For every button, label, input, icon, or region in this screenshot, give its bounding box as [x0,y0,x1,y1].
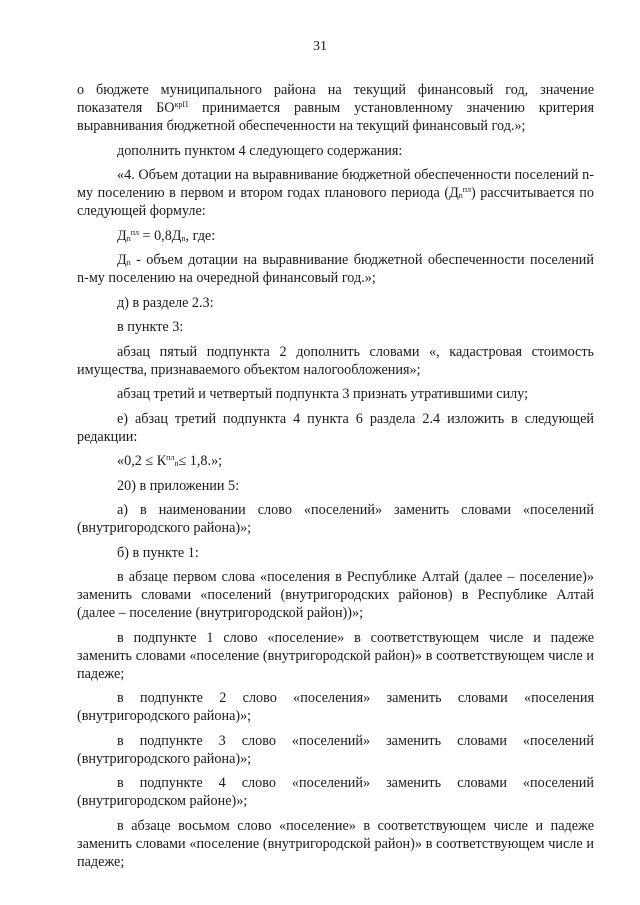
inequality-line: «$0,2 \le К^{пл}_n\le 1,8$.»; [117,453,223,469]
paragraph-subpoint-2: абзац пятый подпункта 2 дополнить словами «, кадастровая стоимость имущества, признаваемого объектом налогообложения»; [77,343,594,378]
paragraph-add-point-4: дополнить пунктом 4 следующего содержания: [117,142,403,159]
paragraph-subpoint-3: абзац третий и четвертый подпункта 3 признать утратившими силу; [117,386,529,402]
paragraph-item-a: а) в наименовании слово «поселений» заменить словами «поселений (внутригородского района)»; [77,502,594,536]
formula-line: $Д_n^{пл} = 0,8Д_n$, где: [117,227,216,244]
paragraph-section-2-4: е) абзац третий подпункта 4 пункта 6 раздела 2.4 изложить в следующей редакции: [77,410,594,445]
paragraph-point-3: в пункте 3: [117,319,184,335]
page-number: 31 [313,39,327,54]
paragraph-subpoint-4: в подпункте 4 слово «поселений» заменить словами «поселений (внутригородском районе)»; [77,775,594,809]
paragraph-appendix-5: 20) в приложении 5: [117,477,240,494]
paragraph-first-abzac: в абзаце первом слова «поселения в Республике Алтай (далее – поселение)» заменить словами «поселений (внутригородских районов) в Республике Алтай (далее – поселение (внутригородской район))»; [77,569,594,621]
paragraph-point-4: «4. Объем дотации на выравнивание бюджетной обеспеченности поселений n-му поселению в первом и втором годах планового периода $(Д_n^{пл})$ рассчитывается по следующей формуле: [77,167,594,219]
paragraph-section-2-3: д) в разделе 2.3: [117,294,214,311]
paragraph-continuation: о бюджете муниципального района на текущий финансовый год, значение показателя $БО^{крП}$ принимается равным установленному значению критерия выравнивания бюджетной обеспеченности на текущий финансовый год.»; [77,82,594,134]
paragraph-item-b: б) в пункте 1: [117,544,199,561]
paragraph-subpoint-1: в подпункте 1 слово «поселение» в соответствующем числе и падеже заменить словами «поселение (внутригородской район)» в соответствующем числе и падеже; [77,629,594,682]
paragraph-subpoint-2-b: в подпункте 2 слово «поселения» заменить словами «поселения (внутригородского района)»; [77,690,594,724]
paragraph-subpoint-3-b: в подпункте 3 слово «поселений» заменить словами «поселений (внутригородского района)»; [77,732,594,767]
formula-definition: $Д_n$ - объем дотации на выравнивание бюджетной обеспеченности поселений n-му поселению на очередной финансовый год.»; [77,252,594,286]
document-body [77,81,594,877]
paragraph-eighth-abzac: в абзаце восьмом слово «поселение» в соответствующем числе и падеже заменить словами «поселение (внутригородской район)» в соответствующем числе и падеже; [77,817,594,870]
